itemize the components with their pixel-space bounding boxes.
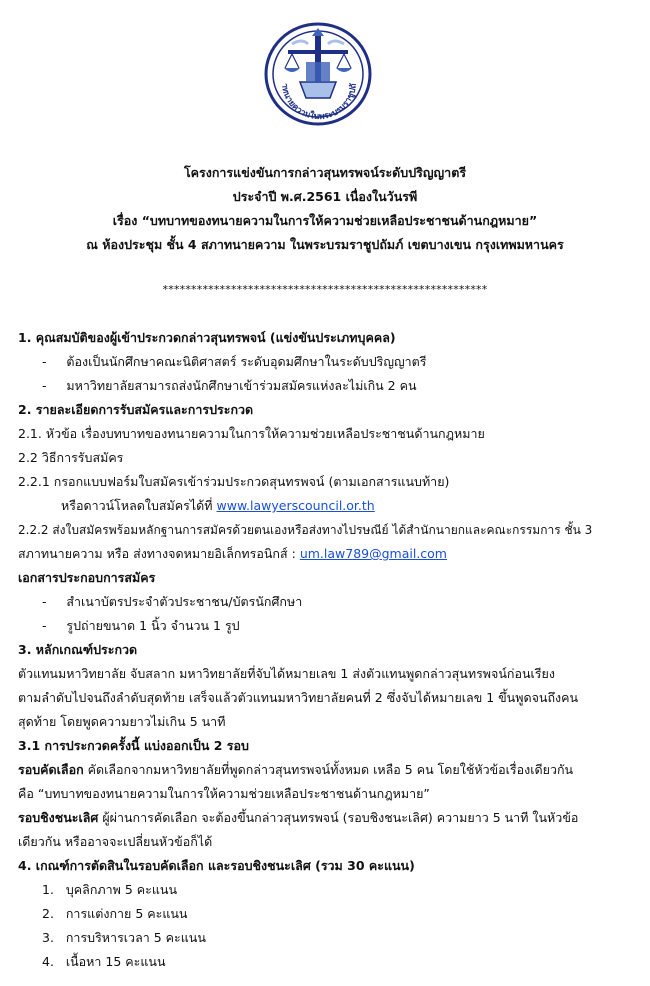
round-1-line: รอบคัดเลือก คัดเลือกจากมหาวิทยาลัยที่พูดกล่าวสุนทรพจน์ทั้งหมด เหลือ 5 คน โดยใช้หัวข้อเรื่องเดียวกัน (18, 762, 574, 777)
header-line-1: โครงการแข่งขันการกล่าวสุนทรพจน์ระดับปริญญาตรี (183, 165, 467, 180)
header-line-3: เรื่อง “บทบาทของทนายความในการให้ความช่วยเหลือประชาชนด้านกฎหมาย” (112, 213, 538, 228)
section-3-heading: 3. หลักเกณฑ์ประกวด (18, 642, 138, 657)
list-item: 4. เนื้อหา 15 คะแนน (42, 954, 166, 969)
lawyers-council-logo (262, 20, 374, 128)
list-item: 1. บุคลิกภาพ 5 คะแนน (42, 882, 178, 897)
section-4-heading: 4. เกณฑ์การตัดสินในรอบคัดเลือก และรอบชิงชนะเลิศ (รวม 30 คะแนน) (18, 858, 415, 873)
list-item: 3. การบริหารเวลา 5 คะแนน (42, 930, 206, 945)
seal-icon (262, 20, 374, 128)
section-2-heading: 2. รายละเอียดการรับสมัครและการประกวด (18, 402, 254, 417)
svg-text:สภาทนายความในพระบรมราชูปถัมภ์: าทนายความในพระบรมราชูปถั (278, 82, 360, 123)
documents-heading: เอกสารประกอบการสมัคร (18, 570, 156, 585)
list-item: - ต้องเป็นนักศึกษาคณะนิติศาสตร์ ระดับอุดมศึกษาในระดับปริญญาตรี (42, 354, 427, 369)
paragraph-2-2-2-line-1: 2.2.2 ส่งใบสมัครพร้อมหลักฐานการสมัครด้วยตนเองหรือส่งทางไปรษณีย์ ได้สำนักนายกและคณะกรรมการ ชั้น 3 (18, 523, 593, 537)
paragraph-3-line-2: ตามลำดับไปจนถึงลำดับสุดท้าย เสร็จแล้วตัวแทนมหาวิทยาลัยคนที่ 2 ซึ่งจับได้หมายเลข 1 ขึ้นพูดจนถึงคน (18, 690, 579, 705)
round-2-line-2: เดียวกัน หรืออาจจะเปลี่ยนหัวข้อก็ได้ (18, 834, 213, 849)
download-line: หรือดาวน์โหลดใบสมัครได้ที่ www.lawyerscouncil.or.th (61, 498, 375, 513)
section-1-heading: 1. คุณสมบัติของผู้เข้าประกวดกล่าวสุนทรพจน์ (แข่งขันประเภทบุคคล) (18, 330, 396, 345)
header-line-2: ประจำปี พ.ศ.2561 เนื่องในวันรพี (232, 189, 418, 204)
round-1-line-2: คือ “บทบาทของทนายความในการให้ความช่วยเหลือประชาชนด้านกฎหมาย” (18, 786, 430, 801)
website-link[interactable]: www.lawyerscouncil.or.th (216, 498, 375, 513)
list-item: - รูปถ่ายขนาด 1 นิ้ว จำนวน 1 รูป (42, 618, 240, 633)
email-link[interactable]: um.law789@gmail.com (299, 546, 447, 561)
paragraph-2-1: 2.1. หัวข้อ เรื่องบทบาทของทนายความในการให้ความช่วยเหลือประชาชนด้านกฎหมาย (18, 426, 485, 441)
round-2-line: รอบชิงชนะเลิศ ผู้ผ่านการคัดเลือก จะต้องขึ้นกล่าวสุนทรพจน์ (รอบชิงชนะเลิศ) ความยาว 5 นาที ในหัวข้อ (18, 810, 579, 825)
list-item: - มหาวิทยาลัยสามารถส่งนักศึกษาเข้าร่วมสมัครแห่งละไม่เกิน 2 คน (42, 378, 417, 393)
paragraph-2-2: 2.2 วิธีการรับสมัคร (18, 450, 124, 465)
paragraph-3-line-1: ตัวแทนมหาวิทยาลัย จับสลาก มหาวิทยาลัยที่จับได้หมายเลข 1 ส่งตัวแทนพูดกล่าวสุนทรพจน์ก่อนเรียง (18, 666, 555, 681)
list-item: - สำเนาบัตรประจำตัวประชาชน/บัตรนักศึกษา (42, 594, 303, 609)
paragraph-2-2-1: 2.2.1 กรอกแบบฟอร์มใบสมัครเข้าร่วมประกวดสุนทรพจน์ (ตามเอกสารแนบท้าย) (18, 474, 450, 489)
section-3-1-heading: 3.1 การประกวดครั้งนี้ แบ่งออกเป็น 2 รอบ (18, 738, 249, 753)
header-line-4: ณ ห้องประชุม ชั้น 4 สภาทนายความ ในพระบรมราชูปถัมภ์ เขตบางเขน กรุงเทพมหานคร (86, 237, 564, 252)
paragraph-2-2-2-line-2: สภาทนายความ หรือ ส่งทางจดหมายอิเล็กทรอนิกส์ : um.law789@gmail.com (18, 546, 447, 561)
list-item: 2. การแต่งกาย 5 คะแนน (42, 906, 188, 921)
separator: ********************************************************* (162, 283, 488, 296)
paragraph-3-line-3: สุดท้าย โดยพูดความยาวไม่เกิน 5 นาที (18, 714, 226, 729)
